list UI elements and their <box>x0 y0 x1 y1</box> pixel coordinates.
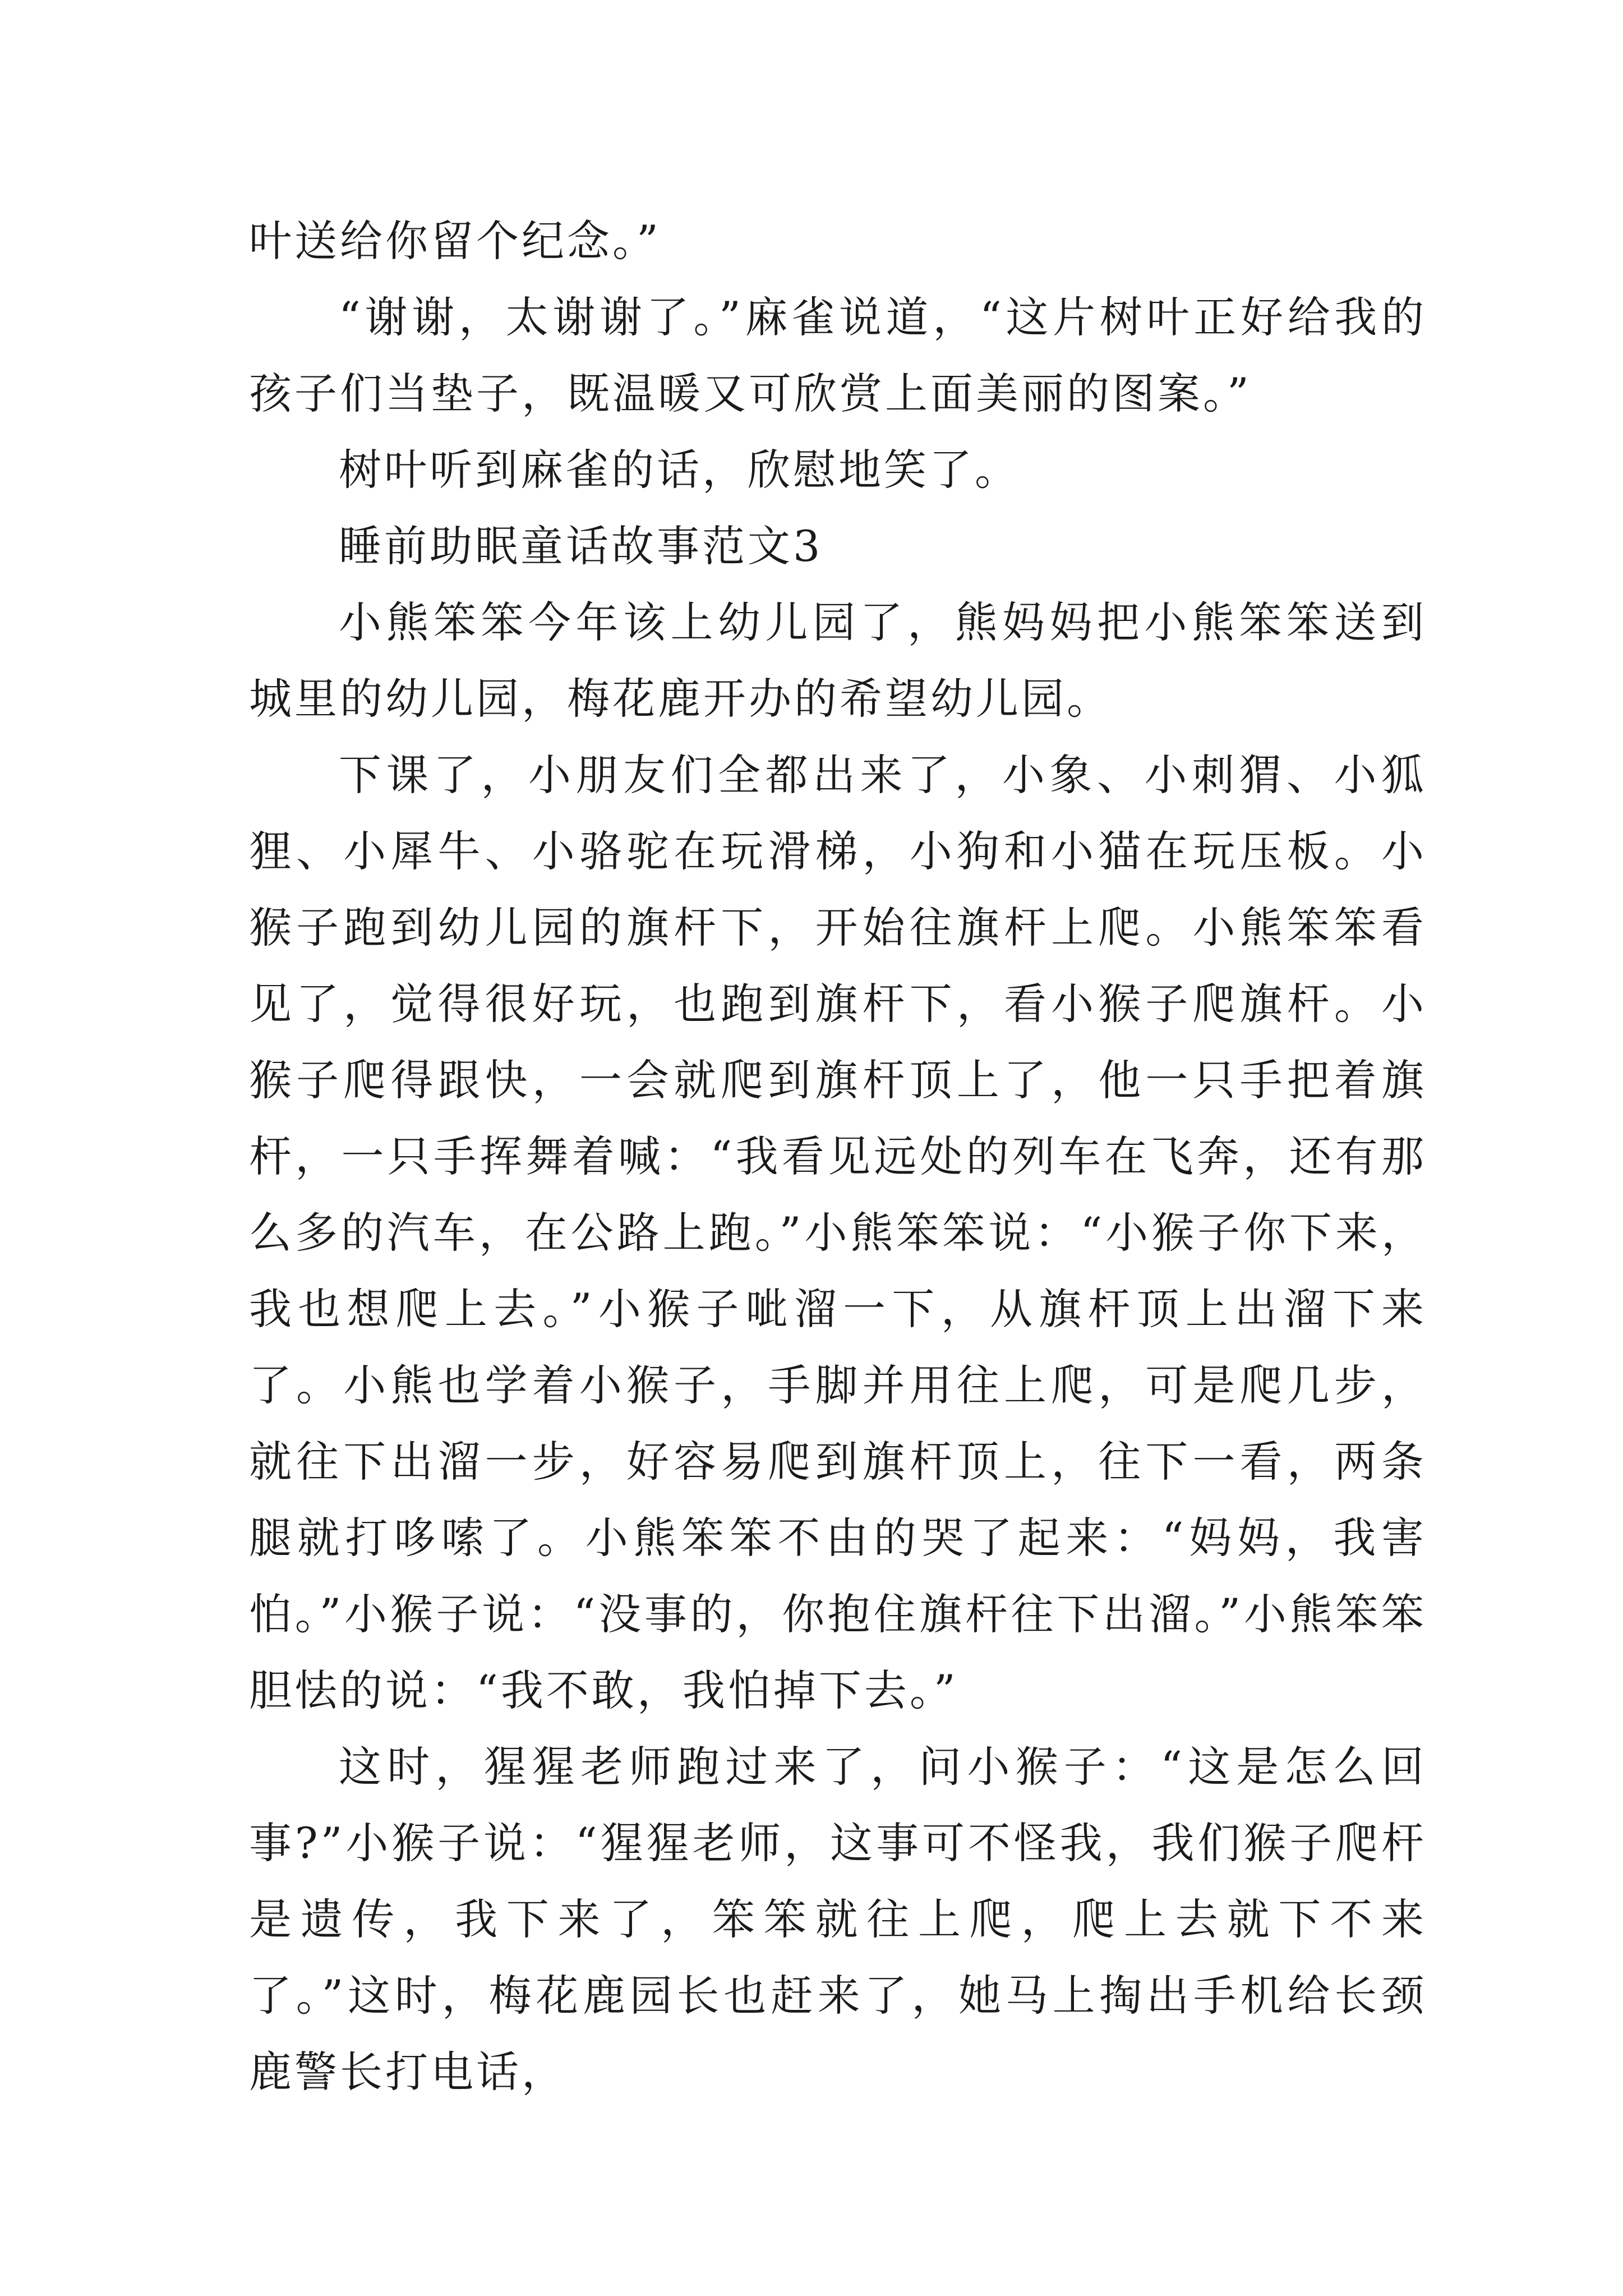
paragraph-3: 树叶听到麻雀的话，欣慰地笑了。 <box>339 445 1020 495</box>
section-heading: 睡前助眠童话故事范文3 <box>339 521 823 571</box>
paragraph-2: “谢谢，太谢谢了。”麻雀说道，“这片树叶正好给我的孩子们当垫子，既温暖又可欣赏上面美丽的图案。” <box>249 292 1427 418</box>
paragraph-1: 叶送给你留个纪念。” <box>249 216 661 266</box>
paragraph-4: 小熊笨笨今年该上幼儿园了，熊妈妈把小熊笨笨送到城里的幼儿园，梅花鹿开办的希望幼儿园。 <box>249 597 1427 724</box>
document-body <box>249 203 1427 2110</box>
paragraph-6: 这时，猩猩老师跑过来了，问小猴子：“这是怎么回事?”小猴子说：“猩猩老师，这事可不怪我，我们猴子爬杆是遗传，我下来了，笨笨就往上爬，爬上去就下不来了。”这时，梅花鹿园长也赶来了，她马上掏出手机给长颈鹿警长打电话， <box>249 1742 1427 2097</box>
paragraph-5: 下课了，小朋友们全都出来了，小象、小刺猬、小狐狸、小犀牛、小骆驼在玩滑梯，小狗和小猫在玩压板。小猴子跑到幼儿园的旗杆下，开始往旗杆上爬。小熊笨笨看见了，觉得很好玩，也跑到旗杆下，看小猴子爬旗杆。小猴子爬得跟快，一会就爬到旗杆顶上了，他一只手把着旗杆，一只手挥舞着喊：“我看见远处的列车在飞奔，还有那么多的汽车，在公路上跑。”小熊笨笨说：“小猴子你下来，我也想爬上去。”小猴子呲溜一下，从旗杆顶上出溜下来了。小熊也学着小猴子，手脚并用往上爬，可是爬几步，就往下出溜一步，好容易爬到旗杆顶上，往下一看，两条腿就打哆嗦了。小熊笨笨不由的哭了起来：“妈妈，我害怕。”小猴子说：“没事的，你抱住旗杆往下出溜。”小熊笨笨胆怯的说：“我不敢，我怕掉下去。” <box>249 750 1427 1715</box>
